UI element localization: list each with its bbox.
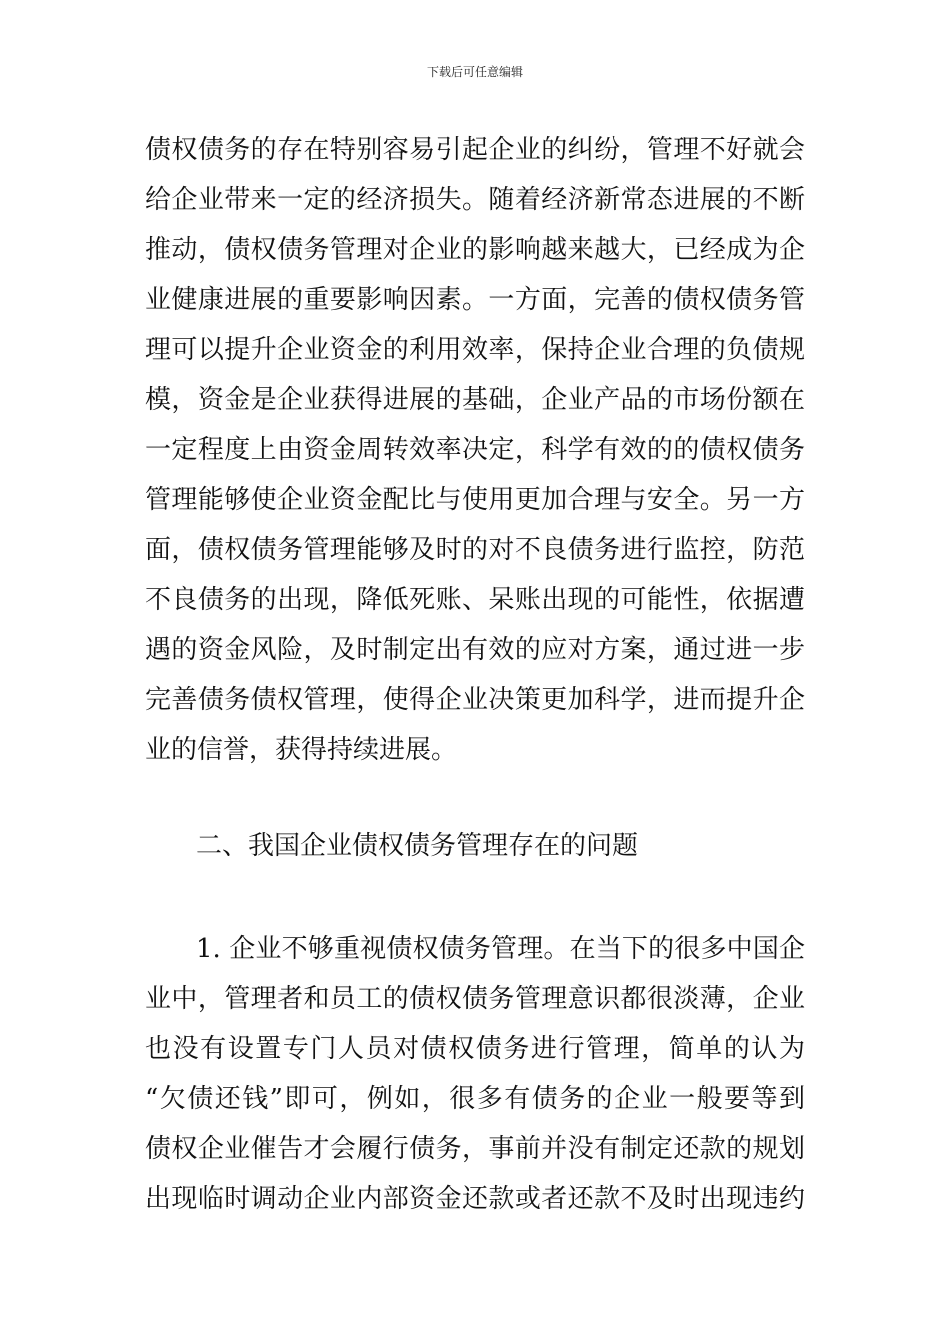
paragraph-1-line-3: 推动，债权债务管理对企业的影响越来越大，已经成为企	[145, 235, 805, 265]
paragraph-1-line-12: 完善债务债权管理，使得企业决策更加科学，进而提升企	[145, 685, 805, 715]
paragraph-1-line-4: 业健康进展的重要影响因素。一方面，完善的债权债务管	[145, 285, 805, 315]
paragraph-1-line-7: 一定程度上由资金周转效率决定，科学有效的的债权债务	[145, 435, 805, 465]
paragraph-1-line-6: 模，资金是企业获得进展的基础，企业产品的市场份额在	[145, 385, 805, 415]
paragraph-2-line-3: 也没有设置专门人员对债权债务进行管理，简单的认为	[145, 1034, 805, 1064]
paragraph-2-line-4: “欠债还钱”即可，例如，很多有债务的企业一般要等到	[145, 1084, 805, 1114]
paragraph-1-line-9: 面，债权债务管理能够及时的对不良债务进行监控，防范	[145, 535, 805, 565]
page-header: 下载后可任意编辑	[426, 65, 523, 79]
paragraph-1-line-5: 理可以提升企业资金的利用效率，保持企业合理的负债规	[145, 335, 805, 365]
paragraph-1-line-10: 不良债务的出现，降低死账、呆账出现的可能性，依据遭	[145, 585, 805, 615]
paragraph-2-line-5: 债权企业催告才会履行债务，事前并没有制定还款的规划	[145, 1134, 805, 1164]
paragraph-1-line-1: 债权债务的存在特别容易引起企业的纠纷，管理不好就会	[145, 135, 805, 165]
paragraph-1-line-2: 给企业带来一定的经济损失。随着经济新常态进展的不断	[145, 185, 805, 215]
paragraph-2-line-1: 1. 企业不够重视债权债务管理。在当下的很多中国企	[196, 934, 805, 964]
paragraph-1-line-11: 遇的资金风险，及时制定出有效的应对方案，通过进一步	[145, 635, 805, 665]
paragraph-1-line-8: 管理能够使企业资金配比与使用更加合理与安全。另一方	[145, 485, 805, 515]
paragraph-2-line-2: 业中，管理者和员工的债权债务管理意识都很淡薄，企业	[145, 984, 805, 1014]
paragraph-2-line-6: 出现临时调动企业内部资金还款或者还款不及时出现违约	[145, 1184, 805, 1214]
paragraph-1-line-13: 业的信誉，获得持续进展。	[145, 735, 458, 765]
section-heading: 二、我国企业债权债务管理存在的问题	[196, 831, 639, 861]
